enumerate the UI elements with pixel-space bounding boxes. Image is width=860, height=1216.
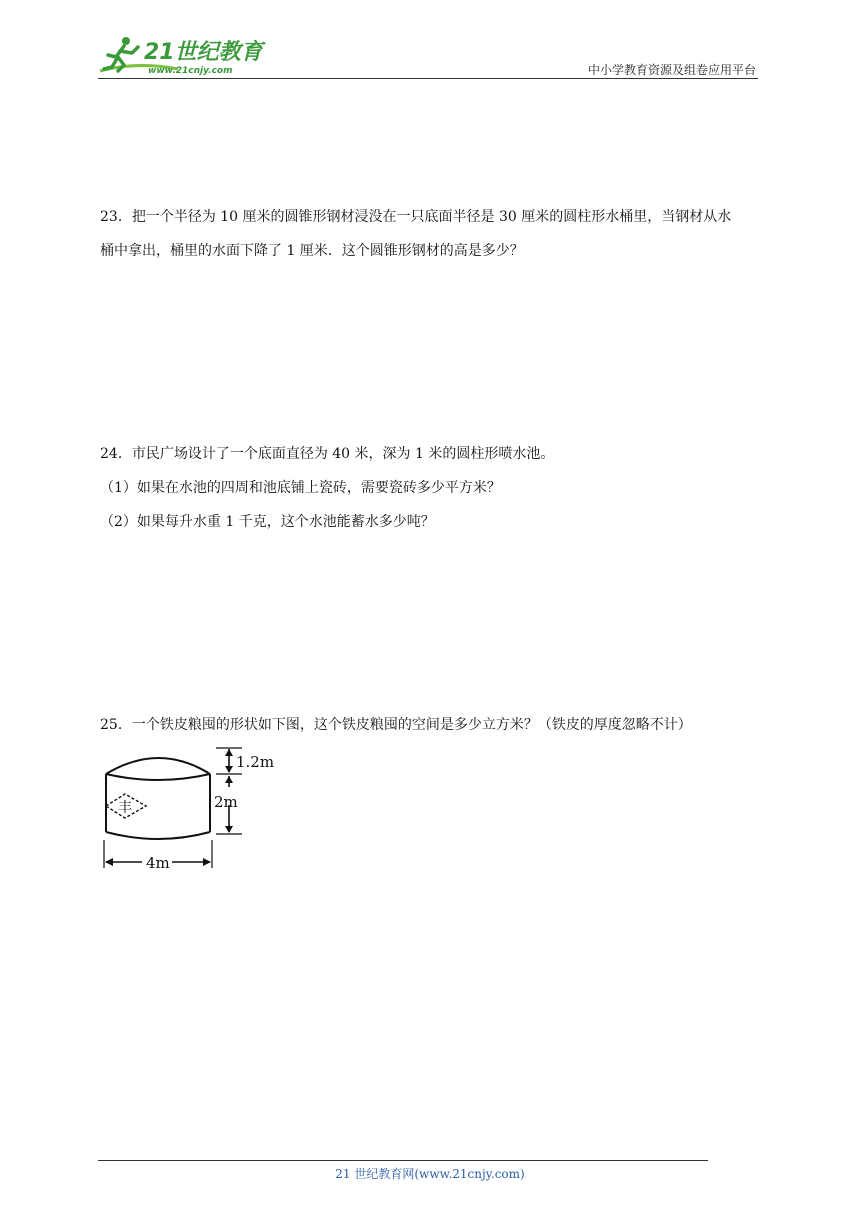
svg-text:www.21cnjy.com: www.21cnjy.com: [148, 66, 233, 76]
sub-question-1: （1）如果在水池的四周和池底铺上瓷砖，需要瓷砖多少平方米？: [100, 480, 501, 496]
cone-height-label: 1.2m: [236, 753, 275, 771]
cylinder-top-edge: [106, 774, 210, 780]
question-25: [100, 708, 765, 742]
question-text-line: 24．市民广场设计了一个底面直径为 40 米，深为 1 米的圆柱形喷水池。: [100, 446, 555, 462]
diameter-label: 4m: [146, 854, 170, 872]
platform-name: 中小学教育资源及组卷应用平台: [587, 63, 756, 77]
question-text-line: 桶中拿出，桶里的水面下降了 1 厘米．这个圆锥形钢材的高是多少？: [100, 243, 524, 259]
footer-link[interactable]: 21 世纪教育网(www.21cnjy.com): [335, 1167, 525, 1181]
question-text-line: 23．把一个半径为 10 厘米的圆锥形钢材浸没在一只底面半径是 30 厘米的圆柱形水桶里，当钢材从水: [100, 209, 732, 225]
question-23: [100, 200, 765, 268]
site-logo: [98, 33, 268, 79]
page-header: [98, 33, 758, 79]
cylinder-bottom-edge: [106, 832, 210, 839]
runner-logo-icon: [98, 33, 268, 79]
question-24: [100, 437, 765, 539]
question-text-line: 25．一个铁皮粮囤的形状如下图，这个铁皮粮囤的空间是多少立方米？（铁皮的厚度忽略不计）: [100, 717, 692, 733]
cone-outline: [106, 758, 210, 774]
sub-question-2: （2）如果每升水重 1 千克，这个水池能蓄水多少吨？: [100, 514, 435, 530]
footer-divider: [98, 1160, 708, 1161]
cylinder-height-label: 2m: [214, 793, 238, 811]
header-divider: [98, 78, 758, 79]
svg-text:21世纪教育: 21世纪教育: [144, 40, 263, 65]
emblem-char: 丰: [118, 800, 132, 816]
granary-diagram: [100, 742, 290, 874]
